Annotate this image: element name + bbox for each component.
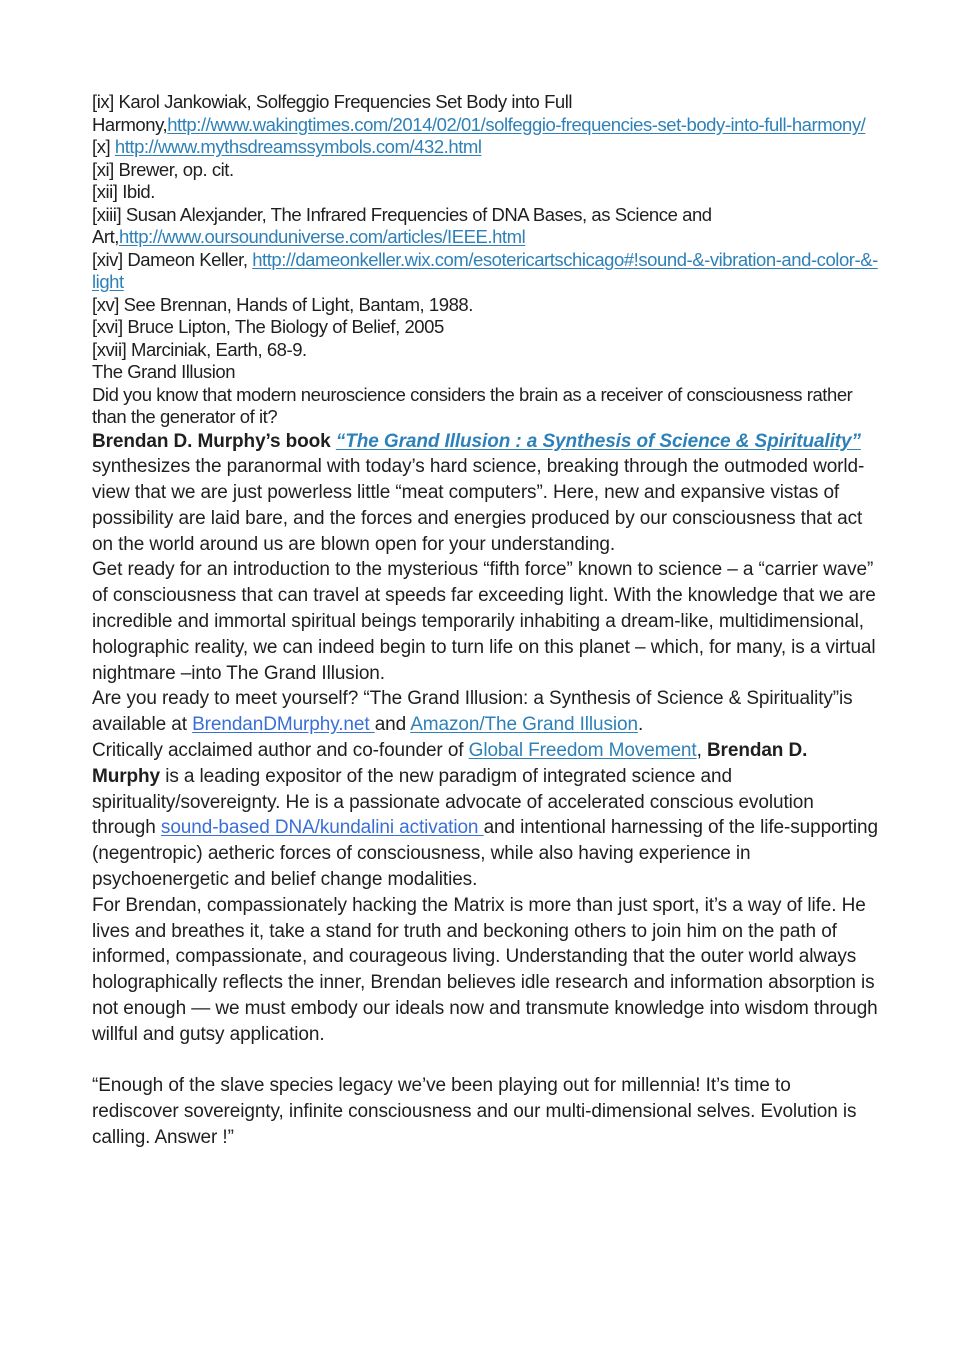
text-run: synthesizes the paranormal with today’s hard science, breaking through the outmoded world-view that we are just powerless little “meat computers”. Here, new and expansive vistas of possibility are laid bare, and the forces and energies produced by our consciousness that act on the world around us are blown open for your understanding.	[92, 456, 865, 555]
hyperlink[interactable]: http://www.wakingtimes.com/2014/02/01/solfeggio-frequencies-set-body-into-full-harmony/	[167, 113, 866, 135]
paragraph	[92, 294, 878, 317]
text-run: [xi] Brewer, op. cit.	[92, 158, 234, 180]
text-run: Did you know that modern neuroscience considers the brain as a receiver of consciousness rather than the generator of it?	[92, 383, 853, 427]
text-run: Brendan D. Murphy’s book	[92, 430, 336, 452]
text-run: The Grand Illusion	[92, 361, 236, 382]
text-run: and intentional harnessing of the life-supporting (negentropic) aetheric forces of consciousness, while also having experience in psychoenergetic and belief change modalities.	[92, 817, 878, 891]
hyperlink[interactable]: http://www.oursounduniverse.com/articles/IEEE.html	[118, 226, 526, 247]
text-run: [xii] Ibid.	[92, 181, 155, 202]
text-run: and	[374, 714, 411, 736]
paragraph	[92, 204, 878, 249]
text-run: For Brendan, compassionately hacking the Matrix is more than just sport, it’s a way of life. He lives and breathes it, take a stand for truth and beckoning others to join him on the path of informed, compassionate, and courageous living. Understanding that the outer world always holographically reflects the inner, Brendan believes idle research and information absorption is not enough — we must embody our ideals now and transmute knowledge into wisdom through willful and gutsy application.	[92, 894, 878, 1045]
paragraph	[92, 893, 878, 1048]
text-run: [x]	[92, 136, 115, 157]
paragraph	[92, 249, 878, 294]
paragraph	[92, 159, 878, 182]
text-run: Brendan D. Murphy	[92, 740, 808, 787]
text-run: [ix] Karol Jankowiak, Solfeggio Frequencies Set Body into Full Harmony,	[92, 91, 573, 135]
hyperlink[interactable]: BrendanDMurphy.net	[192, 714, 375, 736]
hyperlink[interactable]: Global Freedom Movement	[468, 740, 697, 762]
hyperlink[interactable]: http://dameonkeller.wix.com/esotericartschicago#!sound-&-vibration-and-color-&-light	[92, 248, 878, 292]
paragraph	[92, 738, 878, 893]
hyperlink[interactable]: http://www.mythsdreamssymbols.com/432.html	[114, 136, 482, 157]
text-run: ,	[696, 740, 707, 762]
text-run: [xiv] Dameon Keller,	[92, 248, 253, 270]
paragraph	[92, 91, 878, 136]
text-run: [xv] See Brennan, Hands of Light, Bantam, 1988.	[92, 293, 473, 315]
text-run: [xvi] Bruce Lipton, The Biology of Belief, 2005	[92, 316, 444, 337]
paragraph	[92, 1073, 878, 1150]
text-run: [xvii] Marciniak, Earth, 68-9.	[92, 338, 307, 360]
paragraph	[92, 316, 878, 339]
hyperlink[interactable]: “The Grand Illusion : a Synthesis of Science & Spirituality”	[335, 430, 861, 452]
paragraph	[92, 686, 878, 738]
paragraph	[92, 361, 878, 384]
paragraph	[92, 429, 878, 558]
document-content	[92, 91, 878, 1151]
text-run: Get ready for an introduction to the mysterious “fifth force” known to science – a “carrier wave” of consciousness that can travel at speeds far exceeding light. With the knowledge that we are incredible and immortal spiritual beings temporarily inhabiting a dream-like, multidimensional, holographic reality, we can indeed begin to turn life on this planet – which, for many, is a virtual nightmare –into The Grand Illusion.	[92, 559, 876, 684]
paragraph	[92, 136, 878, 159]
text-run: “Enough of the slave species legacy we’ve been playing out for millennia! It’s time to rediscover sovereignty, infinite consciousness and our multi-dimensional selves. Evolution is calling. Answer !”	[92, 1075, 857, 1149]
text-run: Critically acclaimed author and co-founder of	[92, 740, 469, 762]
text-run: Are you ready to meet yourself? “The Grand Illusion: a Synthesis of Science & Spirituality”is available at	[92, 688, 853, 736]
paragraph	[92, 339, 878, 362]
text-run: .	[637, 714, 644, 736]
hyperlink[interactable]: Amazon/The Grand Illusion	[410, 714, 638, 736]
citations-section	[92, 91, 878, 429]
hyperlink[interactable]: sound-based DNA/kundalini activation	[160, 817, 484, 839]
blank-line	[92, 1048, 878, 1074]
paragraph	[92, 557, 878, 686]
paragraph	[92, 384, 878, 429]
paragraph	[92, 181, 878, 204]
text-run: is a leading expositor of the new paradigm of integrated science and spirituality/sovereignty. He is a passionate advocate of accelerated conscious evolution through	[92, 765, 814, 839]
text-run: [xiii] Susan Alexjander, The Infrared Frequencies of DNA Bases, as Science and Art,	[92, 203, 712, 247]
body-section	[92, 429, 878, 1151]
